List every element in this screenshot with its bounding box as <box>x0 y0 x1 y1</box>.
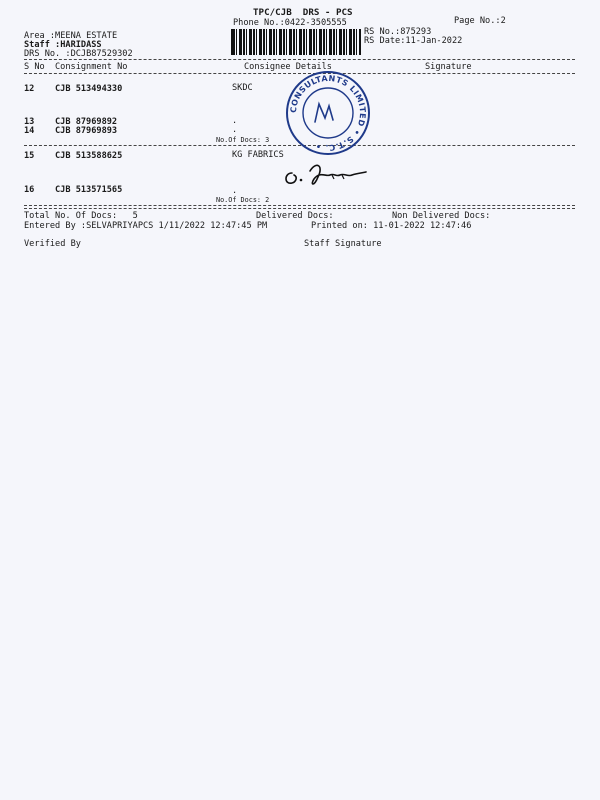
divider <box>24 208 575 209</box>
divider <box>24 205 575 206</box>
row-sno: 13 <box>24 117 35 127</box>
svg-text:CONSULTANTS LIMITED • S.T.C. • <box>289 74 367 152</box>
row-consignment: CJB 513571565 <box>55 185 123 195</box>
row-consignment: CJB 87969892 <box>55 117 118 127</box>
row-consignment: CJB 87969893 <box>55 126 118 136</box>
verified-by: Verified By <box>24 239 81 249</box>
phone-number: Phone No.:0422-3505555 <box>233 18 347 28</box>
handwritten-signature <box>280 155 370 195</box>
col-consignment: Consignment No <box>55 62 128 72</box>
printed-on: Printed on: 11-01-2022 12:47:46 <box>311 221 472 231</box>
col-consignee: Consignee Details <box>244 62 332 72</box>
rs-number: RS No.:875293 <box>364 27 432 37</box>
delivered-docs: Delivered Docs: <box>256 211 334 221</box>
area: Area :MEENA ESTATE <box>24 31 118 41</box>
row-consignee: SKDC <box>232 83 253 93</box>
company-stamp <box>285 70 371 156</box>
bullet-dot: . <box>232 125 238 135</box>
row-consignment: CJB 513494330 <box>55 84 123 94</box>
row-sno: 16 <box>24 185 35 195</box>
staff-signature-label: Staff Signature <box>304 239 382 249</box>
staff: Staff :HARIDASS <box>24 40 102 50</box>
row-sno: 12 <box>24 84 35 94</box>
entered-by: Entered By :SELVAPRIYAPCS 1/11/2022 12:47:45 PM <box>24 221 268 231</box>
rs-date: RS Date:11-Jan-2022 <box>364 36 463 46</box>
col-signature: Signature <box>425 62 472 72</box>
stamp-text: CONSULTANTS LIMITED • S.T.C. • <box>288 73 368 153</box>
col-sno: S No <box>24 62 45 72</box>
row-sno: 14 <box>24 126 35 136</box>
group-doc-count: No.Of Docs: 3 <box>216 136 270 144</box>
drs-number: DRS No. :DCJB87529302 <box>24 49 133 59</box>
row-sno: 15 <box>24 151 35 161</box>
total-docs: Total No. Of Docs: 5 <box>24 211 138 221</box>
barcode <box>231 29 361 55</box>
non-delivered-docs: Non Delivered Docs: <box>392 211 491 221</box>
divider <box>24 59 575 60</box>
row-consignment: CJB 513588625 <box>55 151 123 161</box>
bullet-dot: . <box>232 186 238 196</box>
row-consignee: KG FABRICS <box>232 150 284 160</box>
group-doc-count: No.Of Docs: 2 <box>216 196 270 204</box>
page-number: Page No.:2 <box>454 16 506 26</box>
document-title: TPC/CJB DRS - PCS <box>253 7 353 18</box>
bullet-dot: . <box>232 116 238 126</box>
